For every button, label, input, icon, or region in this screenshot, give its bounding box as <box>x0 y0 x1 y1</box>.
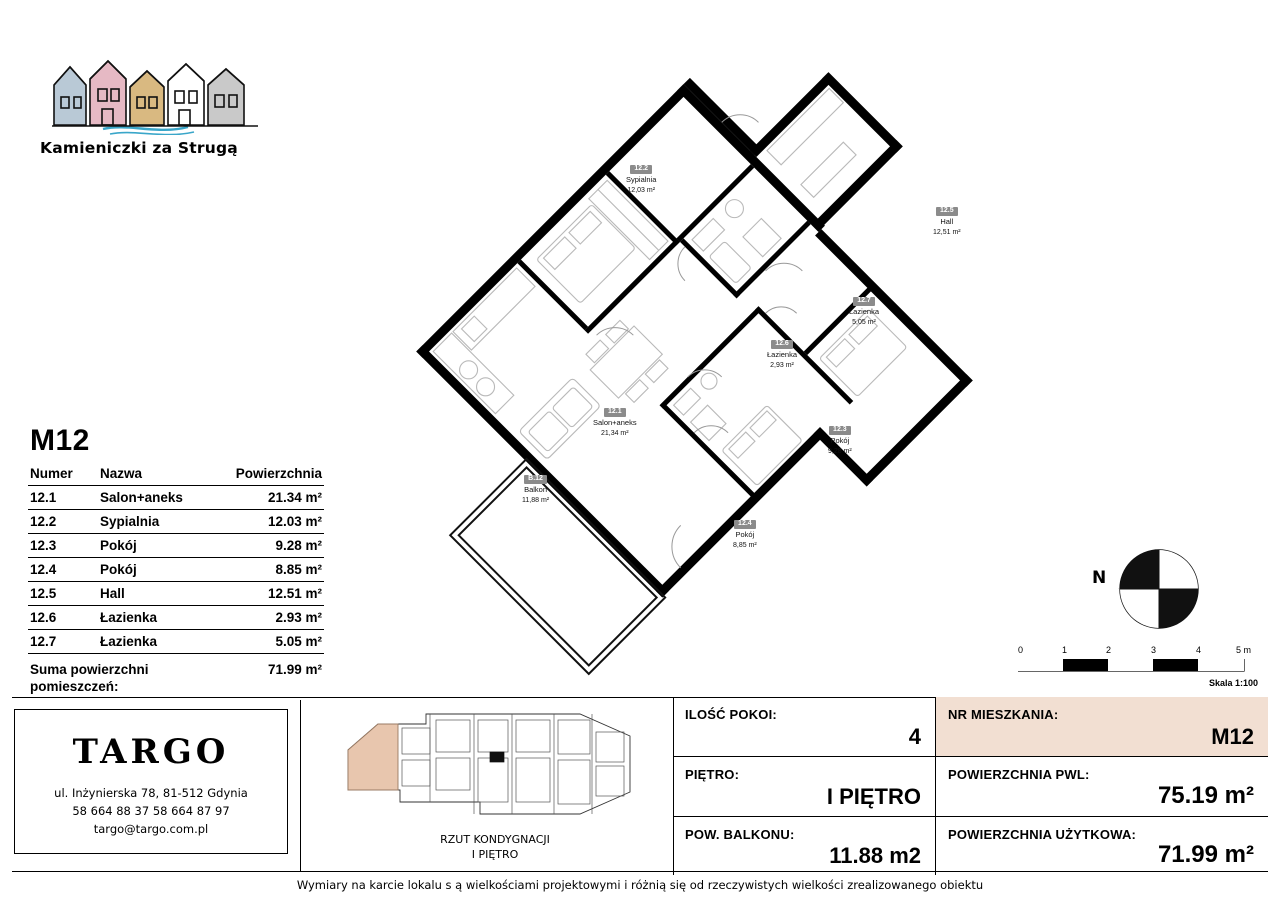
scale-tick: 3 <box>1151 645 1157 655</box>
room-tag-area: 8,85 m² <box>733 541 757 549</box>
houses-logo-icon <box>48 55 263 135</box>
floorplan-drawing <box>330 20 1030 690</box>
room-tag-balcony <box>522 473 549 505</box>
room-tag-name: Salon+aneks <box>593 418 637 428</box>
room-tag-area: 5,05 m² <box>852 318 876 326</box>
info-divider-v1 <box>935 697 936 875</box>
room-number: 12.4 <box>28 558 98 582</box>
total-label-line1: Suma powierzchni <box>30 662 149 677</box>
info-value-pwl: 75.19 m² <box>1157 782 1254 809</box>
room-tag-12-3 <box>828 424 852 456</box>
scale-label: Skala 1:100 <box>1208 678 1258 688</box>
room-tag-name: Sypialnia <box>626 175 657 185</box>
company-box <box>14 709 288 854</box>
room-tag-12-1 <box>593 406 637 438</box>
info-value-usable: 71.99 m² <box>1157 841 1254 868</box>
room-tag-area: 11,88 m² <box>522 496 550 504</box>
footnote: Wymiary na karcie lokalu s ą wielkościami projektowymi i różnią się od rzeczywistych wielkości zrealizowanego obiektu <box>296 878 984 892</box>
room-tag-12-2 <box>626 163 656 195</box>
key-plan-caption-line1: RZUT KONDYGNACJI <box>440 833 550 846</box>
company-email: targo@targo.com.pl <box>93 821 209 836</box>
scale-bar-graphic <box>1018 659 1253 675</box>
floorplan-svg <box>330 20 1030 690</box>
room-area: 12.03 m² <box>222 510 324 534</box>
room-tag-name: Łazienka <box>767 350 798 360</box>
info-cell-usable <box>936 817 1268 875</box>
room-tag-12-5 <box>933 205 961 237</box>
room-tag-name: Łazienka <box>849 307 880 317</box>
room-area: 8.85 m² <box>222 558 324 582</box>
room-area: 12.51 m² <box>222 582 324 606</box>
table-row <box>28 606 324 630</box>
info-value-balcony: 11.88 m2 <box>829 843 921 868</box>
key-plan-caption-line2: I PIĘTRO <box>471 847 519 861</box>
table-total-row <box>28 654 324 700</box>
room-tag-12-4 <box>733 518 757 550</box>
room-area: 9.28 m² <box>222 534 324 558</box>
table-row <box>28 558 324 582</box>
table-row <box>28 630 324 654</box>
scale-tick: 4 <box>1196 645 1202 655</box>
header-area: Powierzchnia <box>222 462 324 486</box>
room-tag-area: 2,93 m² <box>770 361 794 369</box>
room-name: Hall <box>98 582 222 606</box>
brand-logo <box>40 55 290 170</box>
info-value-apartment-no: M12 <box>1211 724 1254 749</box>
info-cell-apartment-no <box>936 697 1268 756</box>
room-tag-12-6 <box>767 338 797 370</box>
room-tag-code: B.12 <box>524 475 547 485</box>
info-divider-v0 <box>673 697 674 875</box>
scale-tick: 1 <box>1062 645 1068 655</box>
key-plan-caption <box>330 833 660 863</box>
room-area: 5.05 m² <box>222 630 324 654</box>
divider-vertical-1 <box>300 700 301 872</box>
room-tag-code: 12.7 <box>853 297 875 307</box>
info-grid <box>673 697 1268 875</box>
info-label-pwl: POWIERZCHNIA PWL: <box>948 767 1090 782</box>
room-name: Pokój <box>98 534 222 558</box>
table-row <box>28 486 324 510</box>
table-row <box>28 510 324 534</box>
apartment-code-title: M12 <box>30 424 90 457</box>
compass-icon <box>1118 548 1200 630</box>
table-header-row <box>28 462 324 486</box>
scale-tick: 0 <box>1018 645 1024 655</box>
info-label-balcony: POW. BALKONU: <box>685 827 795 842</box>
scale-bar <box>1018 645 1258 690</box>
company-phones: 58 664 88 37 58 664 87 97 <box>72 803 230 818</box>
room-tag-area: 21,34 m² <box>600 429 629 437</box>
room-tag-area: 9,28 m² <box>828 447 852 455</box>
total-label <box>28 654 222 700</box>
room-name: Łazienka <box>98 630 222 654</box>
scale-ticks <box>1018 645 1258 657</box>
room-name: Salon+aneks <box>98 486 222 510</box>
company-logo: TARGO <box>72 732 230 772</box>
header-name: Nazwa <box>98 462 222 486</box>
logo-title: Kamieniczki za Strugą <box>40 139 238 157</box>
room-name: Pokój <box>98 558 222 582</box>
info-cell-pwl <box>936 757 1268 816</box>
company-contact <box>15 785 287 838</box>
info-label-floor: PIĘTRO: <box>685 767 740 782</box>
room-tag-code: 12.4 <box>734 520 756 530</box>
room-tag-code: 12.1 <box>604 408 626 418</box>
room-tag-12-7 <box>849 295 879 327</box>
info-cell-balcony <box>673 817 935 875</box>
header-number: Numer <box>28 462 98 486</box>
room-number: 12.1 <box>28 486 98 510</box>
room-tag-area: 12,03 m² <box>627 186 656 194</box>
room-tag-code: 12.6 <box>771 340 793 350</box>
room-tag-code: 12.5 <box>936 207 958 217</box>
info-label-usable: POWIERZCHNIA UŻYTKOWA: <box>948 827 1137 842</box>
divider-bottom <box>12 871 1268 872</box>
room-tag-area: 12,51 m² <box>933 228 961 236</box>
info-label-apartment-no: NR MIESZKANIA: <box>948 707 1059 722</box>
info-label-rooms: ILOŚĆ POKOI: <box>685 707 777 722</box>
table-row <box>28 534 324 558</box>
info-cell-floor <box>673 757 935 816</box>
room-name: Sypialnia <box>98 510 222 534</box>
room-tag-name: Pokój <box>830 436 850 446</box>
key-plan <box>330 706 660 861</box>
room-number: 12.3 <box>28 534 98 558</box>
room-tag-code: 12.2 <box>630 165 652 175</box>
room-tag-name: Pokój <box>735 530 755 540</box>
info-value-floor: I PIĘTRO <box>826 784 921 809</box>
company-address: ul. Inżynierska 78, 81-512 Gdynia <box>54 786 248 800</box>
scale-tick: 5 m <box>1236 645 1252 655</box>
room-name: Łazienka <box>98 606 222 630</box>
room-number: 12.5 <box>28 582 98 606</box>
room-number: 12.6 <box>28 606 98 630</box>
room-number: 12.7 <box>28 630 98 654</box>
compass-north-label: N <box>1092 568 1107 588</box>
info-cell-rooms <box>673 697 935 756</box>
info-divider-h1 <box>673 756 1268 757</box>
info-value-rooms: 4 <box>908 724 921 749</box>
scale-tick: 2 <box>1106 645 1112 655</box>
room-table <box>28 462 324 700</box>
room-tag-name: Hall <box>940 217 954 227</box>
room-area: 2.93 m² <box>222 606 324 630</box>
key-plan-icon <box>330 706 660 831</box>
room-area: 21.34 m² <box>222 486 324 510</box>
room-tag-name: Balkon <box>524 485 548 495</box>
total-area: 71.99 m² <box>267 662 322 677</box>
room-number: 12.2 <box>28 510 98 534</box>
table-row <box>28 582 324 606</box>
info-divider-h2 <box>673 816 1268 817</box>
room-tag-code: 12.3 <box>829 426 851 436</box>
total-label-line2: pomieszczeń: <box>30 678 119 694</box>
